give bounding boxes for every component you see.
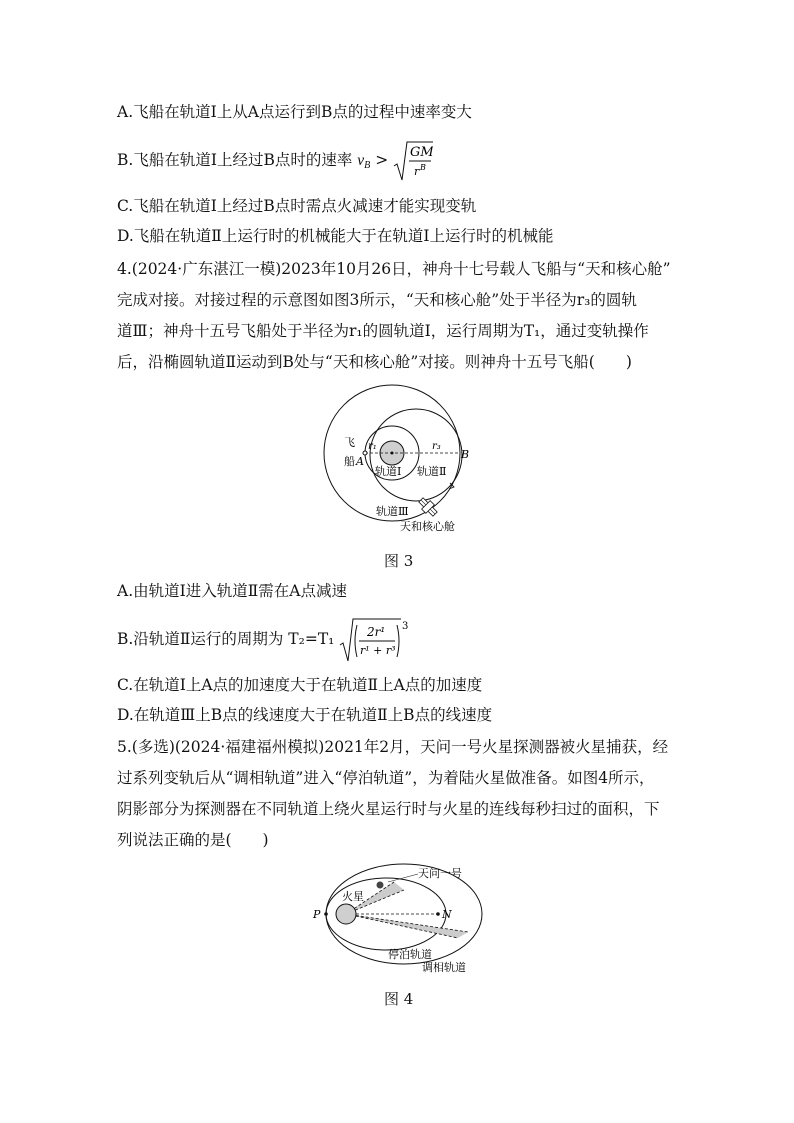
sqrt-denominator-sup: B <box>420 163 427 172</box>
fig3-orbit-3-label: 轨道Ⅲ <box>376 505 409 518</box>
fig4-mars-label: 火星 <box>342 890 364 903</box>
q3-option-c: C.飞船在轨道Ⅰ上经过B点时需点火减速才能实现变轨 <box>117 197 477 215</box>
probe-icon <box>377 882 384 889</box>
q4-stem-line-3: 道Ⅲ；神舟十五号飞船处于半径为r₁的圆轨道Ⅰ，运行周期为T₁，通过变轨操作 <box>117 322 649 340</box>
sqrt-denominator: r <box>414 165 420 178</box>
q4-stem-line-1: 4.(2024·广东湛江一模)2023年10月26日，神舟十七号载人飞船与“天和核心舱” <box>117 260 671 278</box>
period-formula <box>339 617 411 663</box>
fig3-ship-label-1: 飞 <box>344 436 355 449</box>
figure-4-orbits <box>308 860 488 978</box>
q4-option-d: D.在轨道Ⅲ上B点的线速度大于在轨道Ⅱ上B点的线速度 <box>117 706 493 724</box>
fig3-point-b: B <box>461 448 470 461</box>
sqrt-numerator: GM <box>410 145 434 160</box>
velocity-symbol: v <box>357 152 365 169</box>
fig3-ship-label-2: 船 <box>344 455 355 468</box>
q5-stem-line-2: 过系列变轨后从“调相轨道”进入“停泊轨道”，为着陆火星做准备。如图4所示， <box>117 769 655 787</box>
velocity-subscript: B <box>364 160 371 171</box>
fig3-orbit-1-label: 轨道Ⅰ <box>375 465 402 478</box>
period-exponent: 3 <box>402 621 409 632</box>
q5-stem-line-3: 阴影部分为探测器在不同轨道上绕火星运行时与火星的连线每秒扫过的面积，下 <box>117 800 660 818</box>
period-denominator: r¹ + r³ <box>360 644 396 657</box>
q3-option-a: A.飞船在轨道Ⅰ上从A点运行到B点的过程中速率变大 <box>117 103 472 121</box>
fig4-probe-label: 天问一号 <box>418 867 462 880</box>
q5-stem-line-4: 列说法正确的是( ) <box>117 831 269 849</box>
figure-3-orbits <box>320 383 480 535</box>
q3-option-b <box>117 140 433 182</box>
q4-option-c: C.在轨道Ⅰ上A点的加速度大于在轨道Ⅱ上A点的加速度 <box>117 676 483 694</box>
fig3-r1-label: r₁ <box>368 441 377 452</box>
q4-option-a: A.由轨道Ⅰ进入轨道Ⅱ需在A点减速 <box>117 582 347 600</box>
q4-option-b <box>117 617 411 663</box>
q4-option-b-text: B.沿轨道Ⅱ运行的周期为 T₂=T₁ <box>117 630 335 648</box>
fig4-point-p: P <box>313 908 321 921</box>
mars-body <box>336 904 356 924</box>
figure-3-caption: 图 3 <box>384 552 414 570</box>
q5-stem-line-1: 5.(多选)(2024·福建福州模拟)2021年2月，天问一号火星探测器被火星捕获，经 <box>117 738 669 756</box>
fig3-station-label: 天和核心舱 <box>400 520 455 533</box>
q4-stem-line-2: 完成对接。对接过程的示意图如图3所示，“天和核心舱”处于半径为r₃的圆轨 <box>117 291 637 309</box>
sqrt-sign-icon <box>393 140 433 182</box>
q3-option-b-text: B.飞船在轨道Ⅰ上经过B点时的速率 <box>117 151 353 169</box>
fig3-point-a: A <box>356 455 364 468</box>
fig3-orbit-2-label: 轨道Ⅱ <box>417 465 447 478</box>
fig4-point-n: N <box>442 908 452 921</box>
figure-4-caption: 图 4 <box>384 990 414 1008</box>
period-sqrt-icon <box>339 617 411 663</box>
greater-than: > <box>375 151 389 169</box>
sqrt-expression <box>393 140 433 182</box>
fig4-parking-label: 停泊轨道 <box>388 948 432 961</box>
q4-stem-line-4: 后，沿椭圆轨道Ⅱ运动到B处与“天和核心舱”对接。则神舟十五号飞船( ) <box>117 353 632 371</box>
q3-option-d: D.飞船在轨道Ⅱ上运行时的机械能大于在轨道Ⅰ上运行时的机械能 <box>117 227 554 245</box>
fig4-phasing-label: 调相轨道 <box>422 961 466 974</box>
period-numerator: 2r¹ <box>367 625 386 639</box>
fig3-r3-label: r₃ <box>432 441 441 452</box>
